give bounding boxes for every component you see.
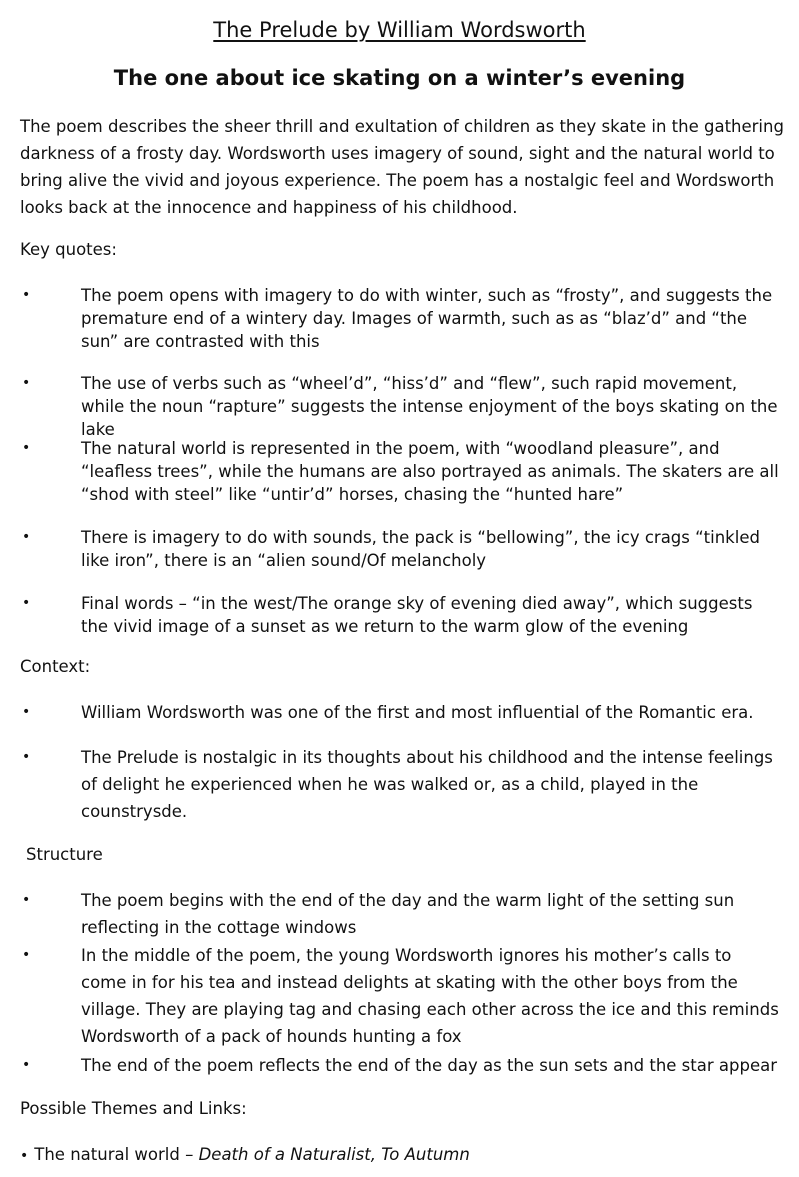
bullet-icon: • xyxy=(22,595,31,611)
document-subtitle: The one about ice skating on a winter’s evening xyxy=(113,66,686,90)
bullet-icon: • xyxy=(22,440,31,456)
structure-text: In the middle of the poem, the young Wordsworth ignores his mother’s calls to come in for his tea and instead delights at skating with the other boys from the village. They are playing tag and chasing each other across the ice and this reminds Wordsworth of a pack of hounds hunting a fox xyxy=(81,946,779,1046)
structure-heading: Structure xyxy=(26,845,103,864)
bullet-icon: • xyxy=(22,287,31,303)
context-heading: Context: xyxy=(20,657,91,676)
key-quote-text: The natural world is represented in the poem, with “woodland pleasure”, and “leafless trees”, while the humans are also portrayed as animals. The skaters are all “shod with steel” like “untir’d” horses, chasing the “hunted hare” xyxy=(81,439,779,504)
structure-text: The poem begins with the end of the day and the warm light of the setting sun reflecting in the cottage windows xyxy=(81,891,735,937)
key-quote-text: The poem opens with imagery to do with winter, such as “frosty”, and suggests the premature end of a wintery day. Images of warmth, such as as “blaz’d” and “the sun” are contrasted with this xyxy=(81,286,773,351)
structure-text: The end of the poem reflects the end of the day as the sun sets and the star appear xyxy=(81,1056,777,1075)
bullet-icon: • xyxy=(22,704,31,720)
theme-label: The natural world – xyxy=(34,1145,199,1164)
theme-item xyxy=(20,1143,785,1168)
bullet-icon: • xyxy=(22,375,31,391)
bullet-icon: • xyxy=(20,1148,29,1164)
bullet-icon: • xyxy=(22,947,31,963)
key-quote-text: There is imagery to do with sounds, the pack is “bellowing”, the icy crags “tinkled like iron”, there is an “alien sound/Of melancholy xyxy=(81,528,760,570)
intro-paragraph: The poem describes the sheer thrill and exultation of children as they skate in the gathering darkness of a frosty day. Wordsworth uses imagery of sound, sight and the natural world to bring alive the vivid and joyous experience. The poem has a nostalgic feel and Wordsworth looks back at the innocence and happiness of his childhood. xyxy=(20,117,784,217)
bullet-icon: • xyxy=(22,892,31,908)
key-quote-text: The use of verbs such as “wheel’d”, “hiss’d” and “flew”, such rapid movement, while the noun “rapture” suggests the intense enjoyment of the boys skating on the lake xyxy=(81,374,778,439)
document-title: The Prelude by William Wordsworth xyxy=(213,18,586,42)
theme-links: Death of a Naturalist, To Autumn xyxy=(198,1145,470,1164)
context-text: The Prelude is nostalgic in its thoughts about his childhood and the intense feelings of delight he experienced when he was walked or, as a child, played in the counstrysde. xyxy=(81,748,773,821)
context-text: William Wordsworth was one of the first and most influential of the Romantic era. xyxy=(81,703,754,722)
bullet-icon: • xyxy=(22,1057,31,1073)
bullet-icon: • xyxy=(22,529,31,545)
key-quote-text: Final words – “in the west/The orange sky of evening died away”, which suggests the vivid image of a sunset as we return to the warm glow of the evening xyxy=(81,594,753,636)
bullet-icon: • xyxy=(22,749,31,765)
key-quotes-heading: Key quotes: xyxy=(20,240,117,259)
themes-heading: Possible Themes and Links: xyxy=(20,1099,247,1118)
